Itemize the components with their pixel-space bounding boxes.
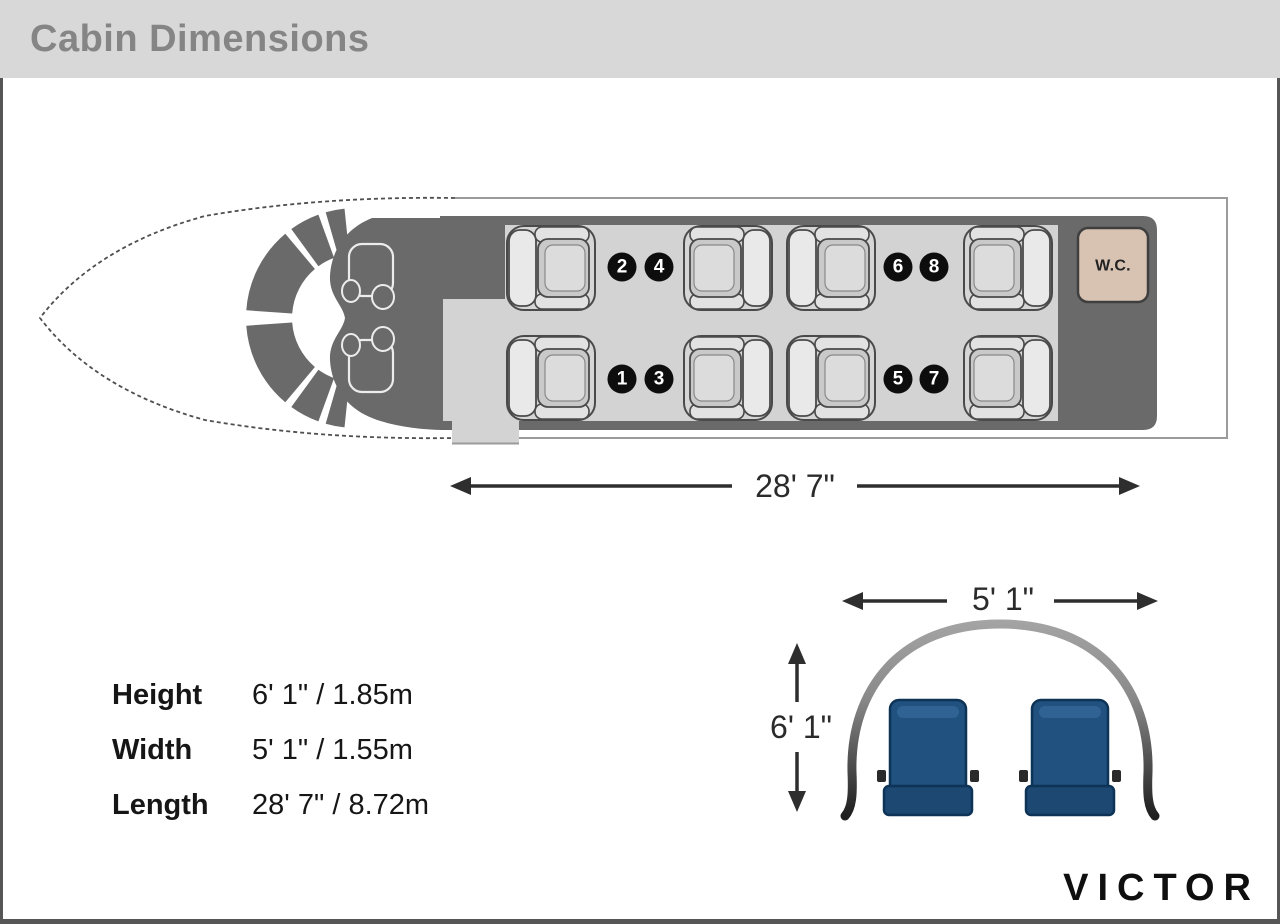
seat-number: 3 — [653, 368, 665, 390]
passenger-seat — [964, 336, 1052, 420]
arrowhead-left-icon — [842, 592, 863, 610]
specs-table — [112, 668, 429, 833]
seat-number-badge — [920, 365, 949, 394]
seat-number-badge — [645, 253, 674, 282]
wc-label: W.C. — [1095, 257, 1131, 275]
seat-number: 5 — [892, 368, 904, 390]
spec-value: 28' 7" / 8.72m — [252, 789, 430, 821]
arrowhead-right-icon — [1137, 592, 1158, 610]
seat-number: 4 — [653, 256, 665, 278]
height-value: 6' 1" — [770, 709, 832, 745]
passenger-seat — [507, 226, 595, 310]
spec-label: Width — [112, 734, 193, 766]
seat-number-badge — [920, 253, 949, 282]
cross-section-seat-right — [1019, 700, 1121, 815]
spec-value: 5' 1" / 1.55m — [252, 734, 413, 766]
spec-label: Height — [112, 679, 203, 711]
aircraft-floorplan — [40, 198, 1227, 444]
brand-logo: VICTOR — [1063, 867, 1260, 909]
passenger-seat — [787, 336, 875, 420]
passenger-seat — [964, 226, 1052, 310]
seat-number: 8 — [928, 256, 940, 278]
seat-number-badge — [608, 365, 637, 394]
passenger-seat — [684, 226, 772, 310]
cross-section — [770, 581, 1158, 816]
seat-number: 1 — [616, 368, 628, 390]
seat-number-badge — [884, 365, 913, 394]
height-dimension — [770, 643, 832, 812]
spec-row — [112, 723, 429, 778]
spec-row — [112, 778, 429, 833]
width-value: 5' 1" — [972, 581, 1034, 617]
seat-number: 2 — [616, 256, 628, 278]
cross-section-seat-left — [877, 700, 979, 815]
seat-number-badge — [884, 253, 913, 282]
seat-number-badge — [645, 365, 674, 394]
seat-number-badge — [608, 253, 637, 282]
seat-number: 7 — [928, 368, 940, 390]
arrowhead-left-icon — [450, 477, 471, 495]
width-dimension — [842, 581, 1158, 617]
length-value: 28' 7" — [755, 468, 835, 504]
passenger-seat — [684, 336, 772, 420]
passenger-seat — [787, 226, 875, 310]
spec-row — [112, 668, 429, 723]
wc-box — [1078, 228, 1148, 302]
spec-value: 6' 1" / 1.85m — [252, 679, 413, 711]
passenger-seat — [507, 336, 595, 420]
arrowhead-up-icon — [788, 643, 806, 664]
spec-label: Length — [112, 789, 209, 821]
header-bar — [0, 0, 1280, 78]
arrowhead-down-icon — [788, 791, 806, 812]
page-title: Cabin Dimensions — [30, 18, 370, 60]
arrowhead-right-icon — [1119, 477, 1140, 495]
seat-number: 6 — [892, 256, 904, 278]
length-dimension — [450, 468, 1140, 504]
